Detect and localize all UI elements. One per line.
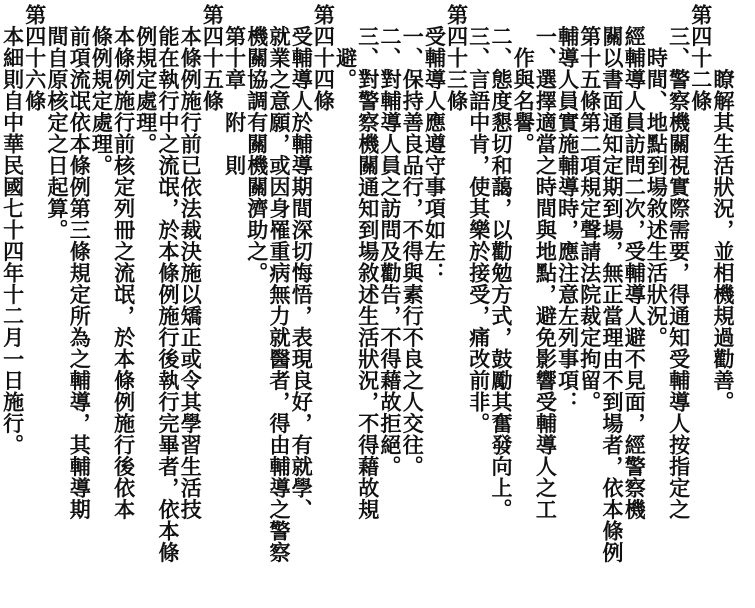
text-column: 一、保持善良品行，不得與素行不良之人交往。 [400, 4, 426, 477]
text-column: 瞭解其生活狀況，並相機規過勸善。 [711, 4, 736, 413]
text-column: 時間、地點到場敘述生活狀況。 [644, 4, 670, 348]
article-heading: 第四十四條 [311, 4, 337, 112]
text-column: 一、選擇適當之時間與地點，避免影響受輔導人之工 [533, 4, 559, 520]
text-column: 二、對輔導人員之訪問及勸告，不得藉故拒絕。 [378, 4, 403, 477]
text-column: 本條例施行前核定列冊之流氓，於本條例施行後依本 [111, 4, 137, 520]
text-column: 三、言語中肯，使其樂於接受，痛改前非。 [466, 4, 492, 434]
text-column: 避。 [333, 4, 359, 90]
text-column: 作與名譽。 [511, 4, 537, 155]
text-column: 就業之意願，或因身罹重病無力就醫者，得由輔導之警察 [267, 4, 292, 563]
text-column: 受輔導人應遵守事項如左： [422, 4, 448, 284]
text-column: 二、態度懇切和藹，以勸勉方式，鼓勵其奮發向上。 [489, 4, 514, 520]
text-column: 三、警察機關視實際需要，得通知受輔導人按指定之 [666, 4, 692, 520]
text-column: 受輔導人於輔導期間深切悔悟，表現良好，有就學、 [289, 4, 315, 520]
text-column: 能在執行中之流氓，於本條例施行後執行完畢者，依本條 [156, 4, 181, 563]
text-column: 關以書面通知定期到場，無正當理由不到場者，依本條例 [600, 4, 625, 563]
article-heading: 第四十六條 [22, 4, 48, 112]
article-heading: 第四十三條 [444, 4, 470, 112]
text-column: 輔導人員實施輔導時，應注意左列事項： [555, 4, 581, 413]
text-column: 條例規定處理。 [89, 4, 115, 176]
text-column: 本條例施行前已依法裁決施以矯正或令其學習生活技 [178, 4, 204, 520]
text-column: 機關協調有關機關濟助之。 [244, 4, 270, 284]
text-column: 例規定處理。 [133, 4, 159, 155]
article-heading: 第四十二條 [688, 4, 714, 112]
text-column: 第十五條第二項規定聲請法院裁定拘留。 [577, 4, 603, 413]
text-column: 間自原核定之日起算。 [45, 4, 70, 241]
text-column: 三、對警察機關通知到場敘述生活狀況，不得藉故規 [355, 4, 381, 520]
article-heading: 第四十五條 [200, 4, 226, 112]
text-column: 本細則自中華民國七十四年十二月一日施行。 [0, 4, 26, 456]
text-column: 前項流氓依本條例第三條規定所為之輔導，其輔導期 [67, 4, 93, 520]
text-column: 經輔導人員訪問二次，受輔導人避不見面，經警察機 [622, 4, 648, 520]
text-column: 第十章 附 則 [222, 4, 248, 176]
